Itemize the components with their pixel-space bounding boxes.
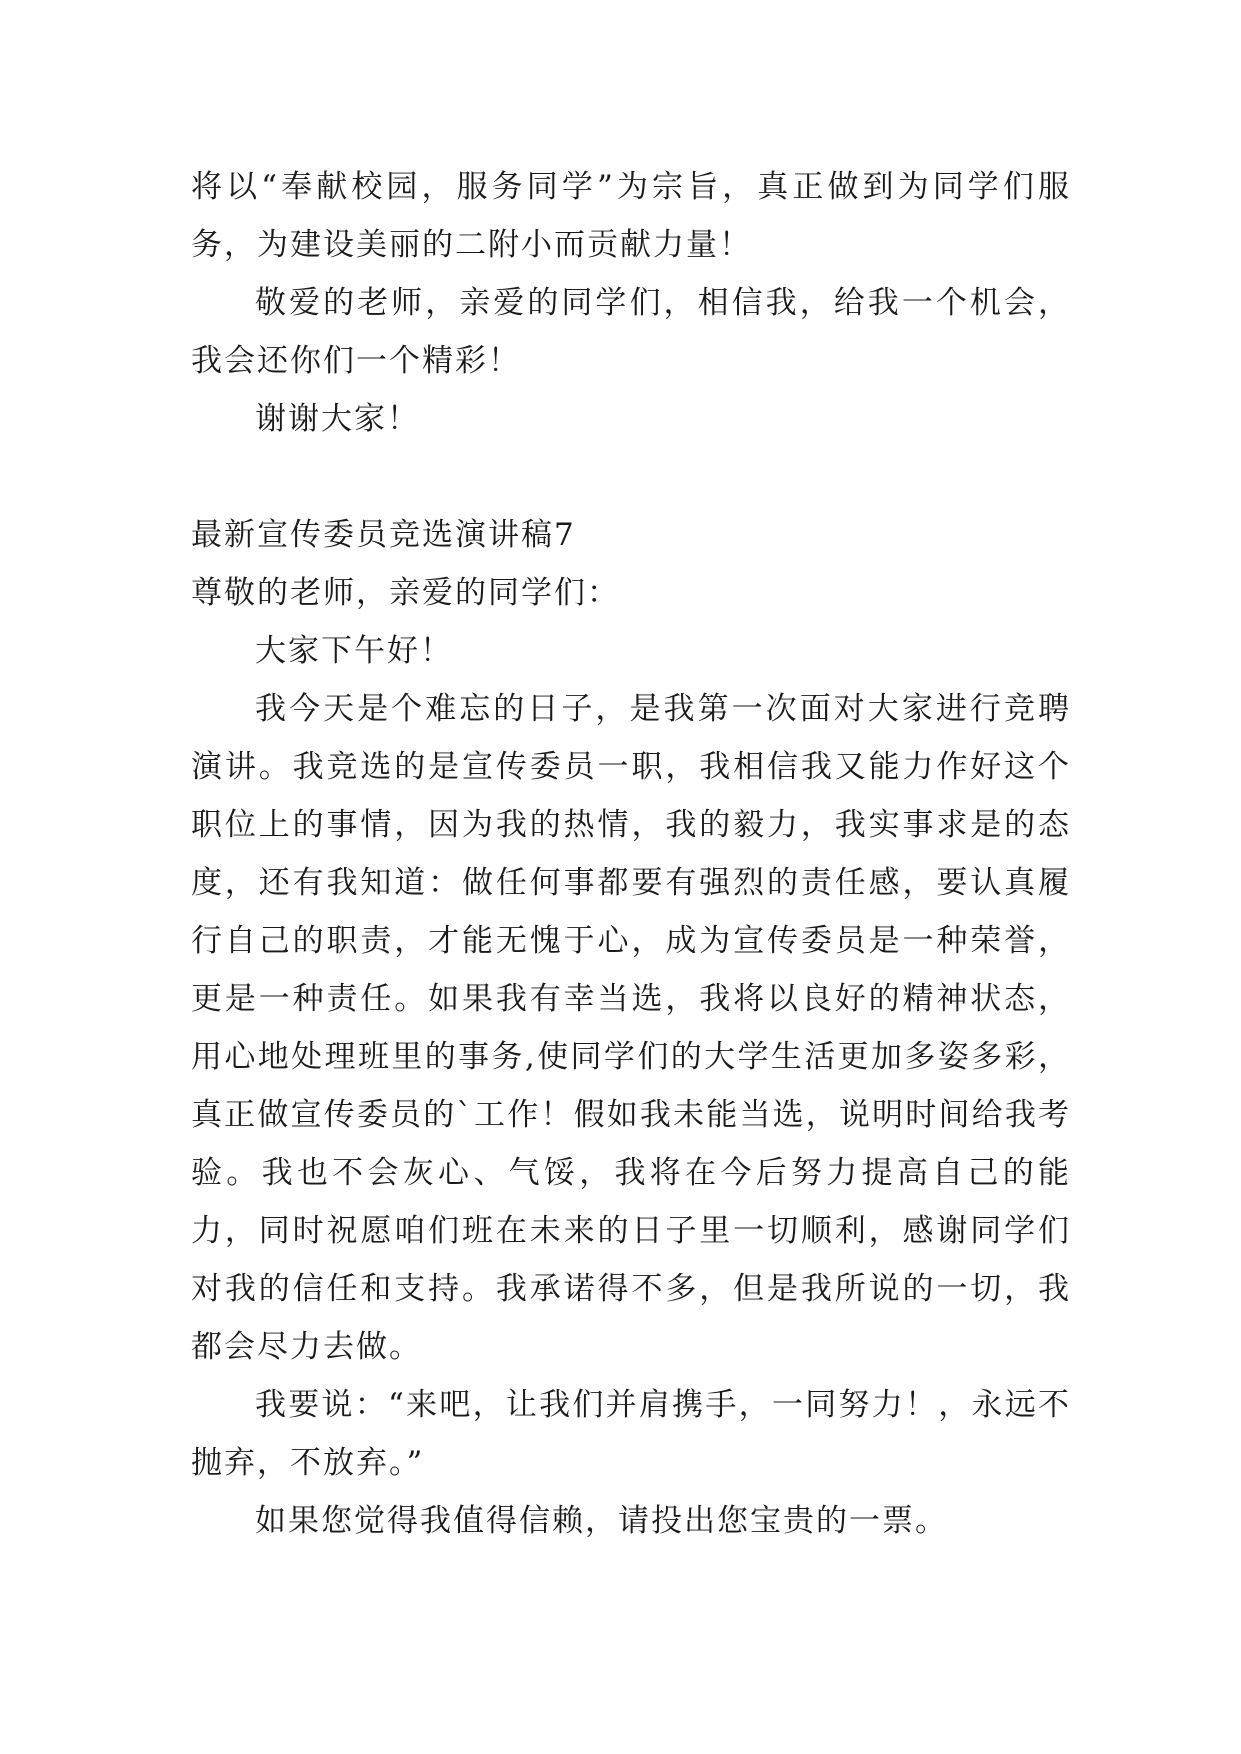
paragraph-vote: 如果您觉得我值得信赖，请投出您宝贵的一票。 [255,1503,948,1539]
paragraph-main: 我今天是个难忘的日子，是我第一次面对大家进行竞聘演讲。我竞选的是宣传委员一职，我相信我又能力作好这个职位上的事情，因为我的热情，我的毅力，我实事求是的态度，还有我知道：做任何事都要有强烈的责任感，要认真履行自己的职责，才能无愧于心，成为宣传委员是一种荣誉，更是一种责任。如果我有幸当选，我将以良好的精神状态，用心地处理班里的事务,使同学们的大学生活更加多姿多彩，真正做宣传委员的`工作！假如我未能当选，说明时间给我考验。我也不会灰心、气馁，我将在今后努力提高自己的能力，同时祝愿咱们班在未来的日子里一切顺利，感谢同学们对我的信任和支持。我承诺得不多，但是我所说的一切，我都会尽力去做。 [191,691,1071,1365]
salutation: 尊敬的老师，亲爱的同学们： [191,575,620,611]
paragraph-thanks: 谢谢大家！ [255,401,420,437]
paragraph-continuation-1: 将以“奉献校园，服务同学”为宗旨，真正做到为同学们服务，为建设美丽的二附小而贡献力量！ [191,169,1071,263]
section-title: 最新宣传委员竞选演讲稿7 [191,517,576,553]
paragraph-greeting: 大家下午好！ [255,633,453,669]
paragraph-call: 我要说：“来吧，让我们并肩携手，一同努力！，永远不抛弃，不放弃。” [191,1387,1071,1481]
document-content [191,158,1071,1550]
paragraph-continuation-2: 敬爱的老师，亲爱的同学们，相信我，给我一个机会，我会还你们一个精彩！ [191,285,1071,379]
